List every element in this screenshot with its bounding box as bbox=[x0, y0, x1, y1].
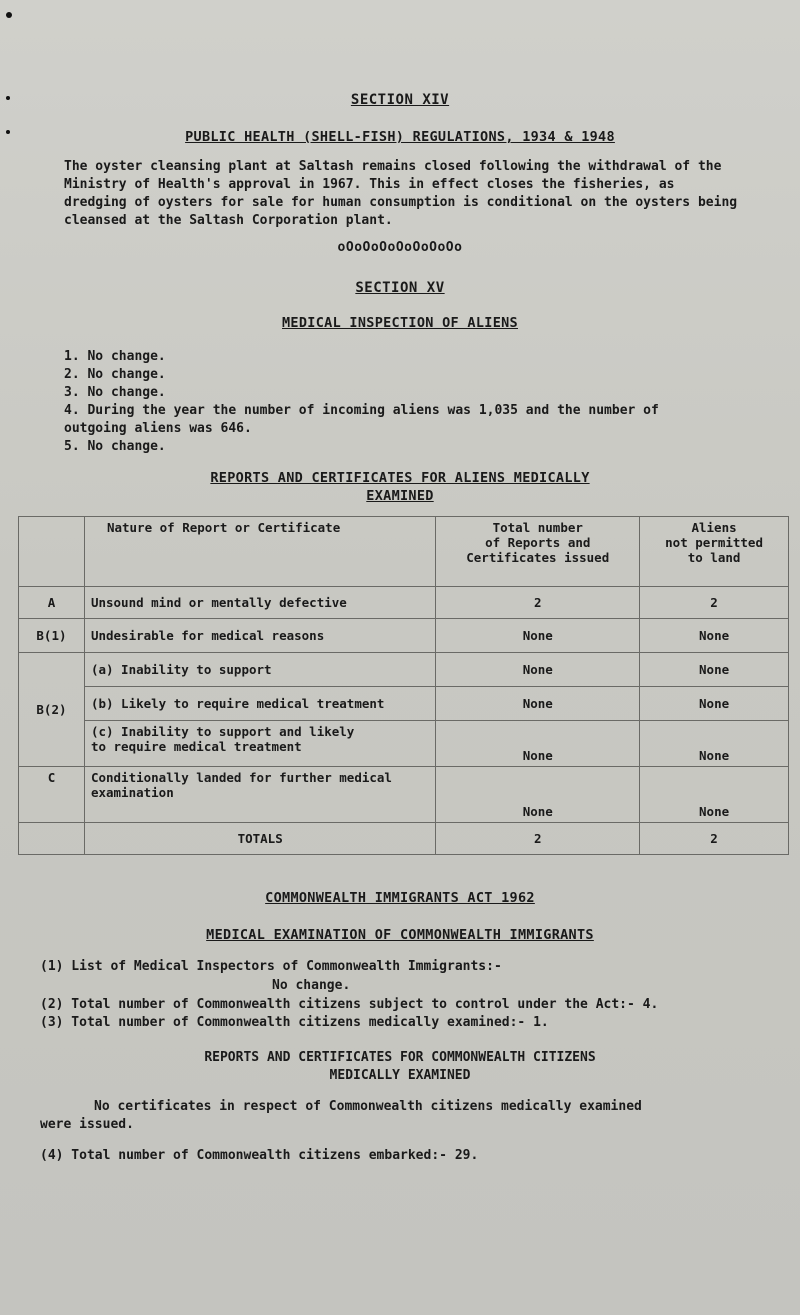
shellfish-regulations-heading: PUBLIC HEALTH (SHELL-FISH) REGULATIONS, 1934 & 1948 bbox=[185, 129, 615, 145]
commonwealth-item-4: (4) Total number of Commonwealth citizens embarked:- 29. bbox=[40, 1148, 479, 1163]
header-text: to land bbox=[687, 550, 741, 565]
header-text: of Reports and bbox=[485, 535, 591, 550]
table-cell bbox=[19, 517, 85, 587]
table-row bbox=[19, 721, 789, 767]
commonwealth-act-heading: COMMONWEALTH IMMIGRANTS ACT 1962 bbox=[265, 890, 535, 906]
row-code: C bbox=[19, 767, 85, 823]
row-total: None bbox=[436, 653, 640, 687]
header-text: Aliens bbox=[691, 520, 737, 535]
commonwealth-reports-title-continued: MEDICALLY EXAMINED bbox=[329, 1068, 471, 1083]
totals-aliens: 2 bbox=[640, 823, 789, 855]
commonwealth-item-1-value: No change. bbox=[272, 978, 351, 993]
row-description: Undesirable for medical reasons bbox=[84, 619, 435, 653]
list-item: 5. No change. bbox=[64, 439, 166, 454]
list-item: 3. No change. bbox=[64, 385, 166, 400]
row-aliens: 2 bbox=[640, 587, 789, 619]
row-description bbox=[84, 767, 435, 823]
row-description bbox=[84, 721, 435, 767]
row-aliens: None bbox=[640, 721, 789, 767]
table-header-aliens bbox=[640, 517, 789, 587]
table-row bbox=[19, 587, 789, 619]
row-description: (b) Likely to require medical treatment bbox=[84, 687, 435, 721]
row-total: 2 bbox=[436, 587, 640, 619]
description-line: Conditionally landed for further medical bbox=[90, 770, 392, 785]
row-code: B(2) bbox=[19, 653, 85, 767]
description-line: examination bbox=[90, 785, 174, 800]
aliens-reports-table bbox=[18, 516, 789, 855]
row-total: None bbox=[436, 767, 640, 823]
oyster-plant-paragraph: The oyster cleansing plant at Saltash remains closed following the withdrawal of the Ministry of Health's approval in 1967. This in effect closes the fisheries, as dredging of oysters for sale for human consumption is conditional on the oysters being cleansed at the Saltash Corporation plant. bbox=[64, 159, 738, 228]
commonwealth-item-3: (3) Total number of Commonwealth citizens medically examined:- 1. bbox=[40, 1015, 549, 1030]
table-header-nature bbox=[84, 517, 435, 587]
table-header-row bbox=[19, 517, 789, 587]
no-certificates-text-continued: were issued. bbox=[40, 1117, 134, 1132]
row-description: Unsound mind or mentally defective bbox=[84, 587, 435, 619]
header-text: Nature of Report or Certificate bbox=[106, 520, 341, 535]
commonwealth-item-2: (2) Total number of Commonwealth citizens subject to control under the Act:- 4. bbox=[40, 997, 659, 1012]
hole-punch-mark bbox=[6, 12, 12, 18]
commonwealth-medical-heading: MEDICAL EXAMINATION OF COMMONWEALTH IMMIGRANTS bbox=[206, 927, 594, 943]
medical-inspection-heading: MEDICAL INSPECTION OF ALIENS bbox=[282, 315, 518, 331]
no-certificates-text: No certificates in respect of Commonwealth citizens medically examined bbox=[94, 1099, 642, 1114]
row-aliens: None bbox=[640, 653, 789, 687]
totals-label: TOTALS bbox=[84, 823, 435, 855]
commonwealth-item-1: (1) List of Medical Inspectors of Commonwealth Immigrants:- bbox=[40, 959, 502, 974]
list-item: outgoing aliens was 646. bbox=[64, 421, 252, 436]
table-row bbox=[19, 687, 789, 721]
table-totals-row bbox=[19, 823, 789, 855]
header-text: Certificates issued bbox=[466, 550, 610, 565]
header-text: Total number bbox=[492, 520, 583, 535]
table-row bbox=[19, 653, 789, 687]
row-aliens: None bbox=[640, 687, 789, 721]
row-total: None bbox=[436, 721, 640, 767]
row-aliens: None bbox=[640, 767, 789, 823]
section-xv-heading: SECTION XV bbox=[355, 280, 445, 296]
reports-title: REPORTS AND CERTIFICATES FOR ALIENS MEDICALLY bbox=[210, 470, 590, 486]
reports-title-continued: EXAMINED bbox=[366, 488, 434, 504]
table-cell bbox=[19, 823, 85, 855]
header-text: not permitted bbox=[665, 535, 763, 550]
section-divider: oOoOoOoOoOoOoOo bbox=[337, 240, 463, 255]
row-code: A bbox=[19, 587, 85, 619]
list-item: 1. No change. bbox=[64, 349, 166, 364]
row-description: (a) Inability to support bbox=[84, 653, 435, 687]
row-total: None bbox=[436, 619, 640, 653]
list-item: 4. During the year the number of incoming aliens was 1,035 and the number of bbox=[64, 403, 659, 418]
row-code: B(1) bbox=[19, 619, 85, 653]
table-row bbox=[19, 619, 789, 653]
list-item: 2. No change. bbox=[64, 367, 166, 382]
section-xiv-heading: SECTION XIV bbox=[350, 92, 450, 108]
table-row bbox=[19, 767, 789, 823]
row-aliens: None bbox=[640, 619, 789, 653]
table-header-total bbox=[436, 517, 640, 587]
totals-total: 2 bbox=[436, 823, 640, 855]
row-total: None bbox=[436, 687, 640, 721]
description-line: to require medical treatment bbox=[90, 739, 302, 754]
commonwealth-reports-title: REPORTS AND CERTIFICATES FOR COMMONWEALTH CITIZENS bbox=[204, 1050, 596, 1065]
description-line: (c) Inability to support and likely bbox=[90, 724, 355, 739]
